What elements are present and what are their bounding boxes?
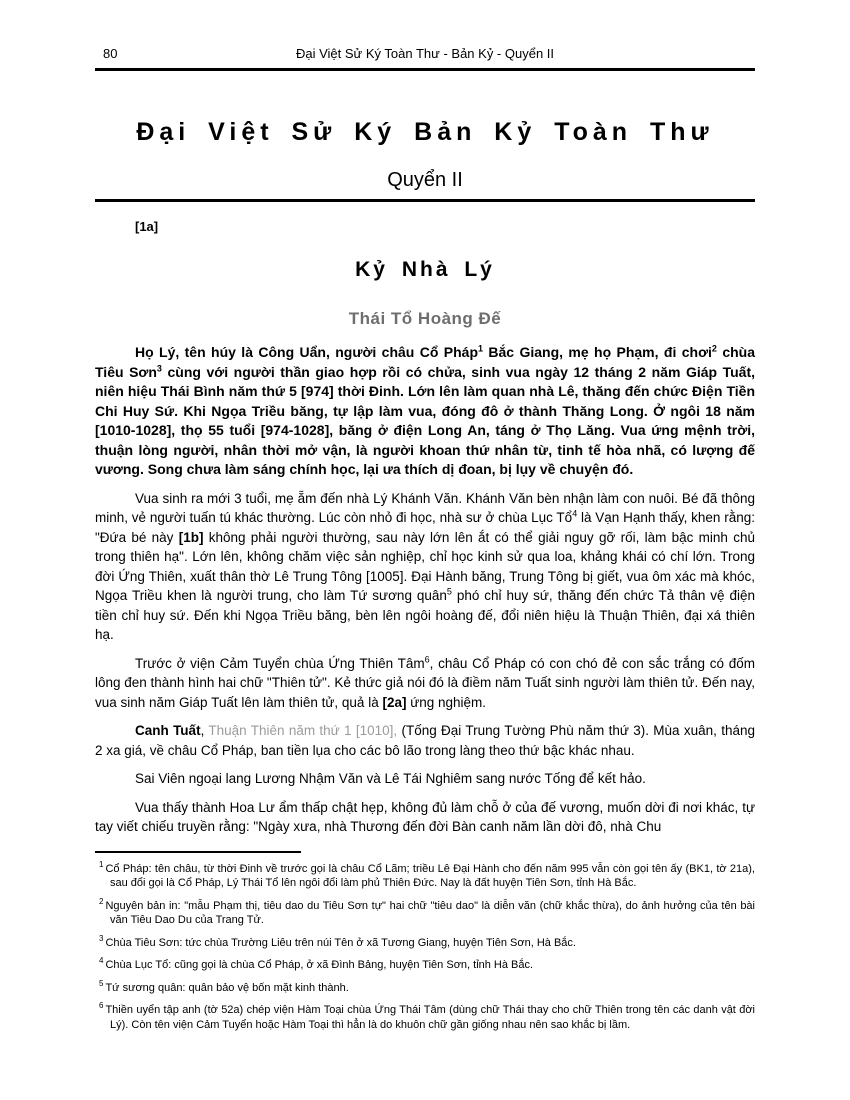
footnote xyxy=(95,1003,755,1032)
footnote-text: Cổ Pháp: tên châu, từ thời Đinh về trước gọi là châu Cổ Lãm; triều Lê Đại Hành cho đến năm 995 vẫn còn gọi tên ấy (BK1, tờ 21a), sau đổi gọi là Cổ Pháp, Lý Thái Tổ lên ngôi đổi làm phủ Thiên Đức. Nay là đất huyện Tiên Sơn, tỉnh Hà Bắc. xyxy=(105,862,755,889)
folio-marker: [1a] xyxy=(135,219,159,234)
footnote-number: 5 xyxy=(99,978,104,988)
volume-title: Quyển II xyxy=(387,169,463,191)
footnote-text: Chùa Lục Tổ: cũng gọi là chùa Cổ Pháp, ở xã Đình Bảng, huyện Tiên Sơn, tỉnh Hà Bắc. xyxy=(105,959,534,971)
running-title: Đại Việt Sử Ký Toàn Thư - Bản Kỷ - Quyển II xyxy=(295,46,555,61)
paragraph: Sai Viên ngoại lang Lương Nhậm Văn và Lê Tái Nghiêm sang nước Tống để kết hảo. xyxy=(135,771,646,786)
paragraph: Canh Tuất, Thuận Thiên năm thứ 1 [1010], (Tống Đại Trung Tường Phù năm thứ 3). Mùa xuân, tháng 2 xa giá, về châu Cổ Pháp, ban tiền lụa cho các bô lão trong làng theo thứ bậc khác nhau. xyxy=(95,723,755,758)
footnote-separator xyxy=(95,851,301,853)
paragraph: Họ Lý, tên húy là Công Uẩn, người châu Cổ Pháp$^1$ Bắc Giang, mẹ họ Phạm, đi chơi$^2$ chùa Tiêu Sơn$^3$ cùng với người thần giao hợp rồi có chửa, sinh vua ngày 12 tháng 2 năm Giáp Tuất, niên hiệu Thái Bình năm thứ 5 [974] thời Đinh. Lớn lên làm quan nhà Lê, thăng đến chức Điện Tiền Chi Huy Sứ. Khi Ngọa Triều băng, tự lập làm vua, đóng đô ở thành Thăng Long. Ở ngôi 18 năm [1010-1028], thọ 55 tuổi [974-1028], băng ở điện Long An, táng ở Thọ Lăng. Vua ứng mệnh trời, thuận lòng người, nhân thời mở vận, là người khoan thứ nhân từ, tinh tế hòa nhã, có lượng đế vương. Song chưa làm sáng chính học, lại ưa thích dị đoan, bị lụy về chuyện đó. xyxy=(95,343,756,477)
footnote-number: 4 xyxy=(99,956,104,966)
footnote xyxy=(95,896,755,928)
paragraph: Trước ở viện Cảm Tuyển chùa Ứng Thiên Tâm$^6$, châu Cổ Pháp có con chó đẻ con sắc trắng có đốm lông đen thành hình hai chữ "Thiên tử". Kẻ thức giả nói đó là điềm năm Tuất sinh người làm thiên tử. Đến nay, vua sinh năm Giáp Tuất lên làm thiên tử, quả là [2a] ứng nghiệm. xyxy=(95,654,755,710)
reign-heading: Thái Tổ Hoàng Đế xyxy=(348,309,502,328)
footnote-number: 6 xyxy=(99,1001,104,1011)
footnotes xyxy=(95,859,755,1033)
document-title: Đại Việt Sử Ký Bản Kỷ Toàn Thư xyxy=(136,118,714,146)
footnote-number: 3 xyxy=(99,933,104,943)
footnote-number: 1 xyxy=(99,859,104,869)
footnote xyxy=(95,978,755,996)
running-header xyxy=(95,46,755,64)
footnote-text: Chùa Tiêu Sơn: tức chùa Trường Liêu trên núi Tên ở xã Tương Giang, huyện Tiên Sơn, Hà Bắc. xyxy=(105,936,576,949)
title-rule xyxy=(95,199,755,202)
paragraph: Vua sinh ra mới 3 tuổi, mẹ ẵm đến nhà Lý Khánh Văn. Khánh Văn bèn nhận làm con nuôi. Bé đã thông minh, vẻ người tuấn tú khác thường. Lúc còn nhỏ đi học, nhà sư ở chùa Lục Tổ$^4$ là Vạn Hạnh thấy, khen rằng: "Đứa bé này [1b] không phải người thường, sau này lớn lên ắt có thể giải nguy gỡ rối, làm bậc minh chủ trong thiên hạ". Lớn lên, không chăm việc sản nghiệp, chỉ học kinh sử qua loa, khảng khái có chí lớn. Trong đời Ứng Thiên, xuất thân thờ Lê Trung Tông [1005]. Đại Hành băng, Trung Tông bị giết, vua ôm xác mà khóc, Ngọa Triều khen là người trung, cho làm Tứ sương quân$^5$ phó chỉ huy sứ, thăng đến chức Tả thân vệ điện tiền chỉ huy sứ. Đến khi Ngọa Triều băng, bèn lên ngôi hoàng đế, đổi niên hiệu là Thuận Thiên, đại xá thiên hạ. xyxy=(95,490,756,642)
footnote xyxy=(95,859,755,891)
section-heading: Kỷ Nhà Lý xyxy=(355,258,495,281)
footnote-text: Nguyên bản in: "mẫu Phạm thị, tiêu dao du Tiêu Sơn tự" hai chữ "tiêu dao" là diễn văn (chữ khắc thừa), do ảnh hưởng của tên bài văn Tiêu Dao Du của Trang Tử. xyxy=(105,899,755,926)
paragraph: Vua thấy thành Hoa Lư ẩm thấp chật hẹp, không đủ làm chỗ ở của đế vương, muốn dời đi nơi khác, tự tay viết chiếu truyền rằng: "Ngày xưa, nhà Thương đến đời Bàn canh năm lần dời đô, nhà Chu xyxy=(95,799,755,834)
page-number: 80 xyxy=(103,46,118,61)
footnote-text: Thiền uyển tập anh (tờ 52a) chép viện Hàm Toại chùa Ứng Thái Tâm (dùng chữ Thái thay cho chữ Thiên trong tên các danh vật đời Lý). Còn tên viện Cảm Tuyển hoặc Hàm Toại thì hẳn là do khuôn chữ gần giống nhau nên sao khắc bị lầm. xyxy=(105,1004,755,1031)
body-text xyxy=(95,343,755,837)
header-rule xyxy=(95,68,755,71)
footnote-text: Tứ sương quân: quân bảo vệ bốn mặt kinh thành. xyxy=(105,981,349,994)
footnote-number: 2 xyxy=(99,896,104,906)
footnote xyxy=(95,933,755,951)
footnote xyxy=(95,958,755,973)
